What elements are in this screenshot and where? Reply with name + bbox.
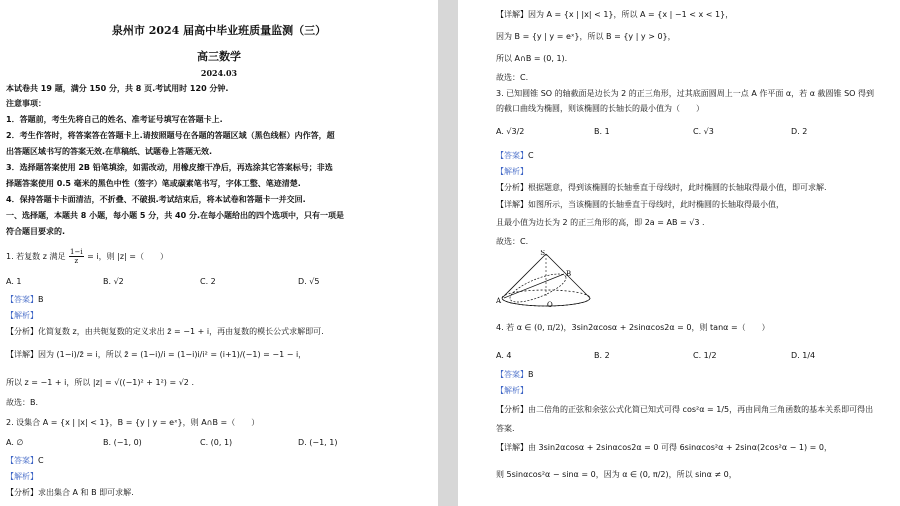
q2-option-b: B. (−1, 0): [103, 438, 142, 447]
q1-conclusion: 故选：B.: [6, 398, 39, 407]
q4-answer: [496, 370, 534, 380]
q3-analysis-tag: 【解析】: [496, 167, 528, 176]
label-a: A: [496, 297, 502, 305]
q3-conclusion: 故选：C.: [496, 237, 529, 246]
q4-fenxi-line1: 由二倍角的正弦和余弦公式化简已知式可得 cos²α = 1/5，再由同角三角函数的基本关系即可得出: [528, 405, 874, 414]
exam-intro: 本试卷共 19 题，满分 150 分，共 8 页.考试用时 120 分钟.: [6, 84, 229, 93]
q1-option-d: D. √5: [298, 277, 320, 286]
q1-option-b: B. √2: [103, 277, 124, 286]
q1-answer: [6, 295, 44, 305]
notice-2-cont: 出答题区域书写的答案无效.在草稿纸、试题卷上答题无效.: [6, 147, 213, 156]
q2-option-a: A. ∅: [6, 438, 24, 447]
notice-2: 2．考生作答时，将答案答在答题卡上.请按照题号在各题的答题区域（黑色线框）内作答，超: [6, 131, 335, 140]
q4-fenxi-line2: 答案.: [496, 424, 515, 433]
q4-detail-tag: 【详解】: [496, 443, 528, 452]
q3-option-b: B. 1: [594, 127, 610, 136]
q2-fenxi-text: 求出集合 A 和 B 即可求解.: [38, 488, 134, 497]
q2-fenxi-tag: 【分析】: [6, 488, 38, 497]
exam-title: 泉州市 2024 届高中毕业班质量监测（三）: [111, 24, 327, 37]
q3-stem-line2: 的截口曲线为椭圆，则该椭圆的长轴长的最小值为（ ）: [496, 104, 704, 113]
q3-answer: [496, 151, 534, 161]
q2-detail-line2: 因为 B = {y | y = eˣ}，所以 B = {y | y > 0}，: [496, 32, 676, 41]
exam-subtitle: 高三数学: [197, 50, 241, 63]
q4-fenxi: [496, 405, 873, 415]
major-axis-ab: [504, 274, 564, 298]
q4-detail-line1: 由 3sin2αcosα + 2sinαcos2α = 0 可得 6sinαcos²α + 2sinα(2cos²α − 1) = 0，: [528, 443, 833, 452]
exam-date: 2024.03: [200, 68, 238, 78]
q3-option-d: D. 2: [791, 127, 808, 136]
q3-answer-value: C: [528, 151, 534, 160]
q2-answer-value: C: [38, 456, 44, 465]
notice-3-cont: 择题答案使用 0.5 毫米的黑色中性（签字）笔或碳素笔书写，字体工整、笔迹清楚.: [6, 179, 301, 188]
q2-conclusion: 故选：C.: [496, 73, 529, 82]
q2-answer: [6, 456, 44, 466]
q3-fenxi: [496, 183, 827, 193]
q2-detail: [496, 10, 733, 20]
q4-option-b: B. 2: [594, 351, 610, 360]
q3-stem-line1: 3. 已知圆锥 SO 的轴截面是边长为 2 的正三角形，过其底面圆周上一点 A 作平面 α，若 α 截圆锥 SO 得到: [496, 89, 875, 98]
q1-stem: [6, 246, 168, 268]
section-heading: 一、选择题，本题共 8 小题，每小题 5 分，共 40 分.在每小题给出的四个选项中，只有一项是: [6, 211, 345, 220]
q1-option-c: C. 2: [200, 277, 216, 286]
left-page: [0, 0, 438, 506]
q1-detail-tag: 【详解】: [6, 350, 38, 359]
q4-stem-pre: 4. 若 α ∈: [496, 323, 532, 332]
q2-detail-tag: 【详解】: [496, 10, 528, 19]
q2-answer-tag: 【答案】: [6, 456, 38, 465]
q3-fenxi-text: 根据题意，得到该椭圆的长轴垂直于母线时，此时椭圆的长轴取得最小值，即可求解.: [528, 183, 827, 192]
q4-detail-line2: 则 5sinαcos²α − sinα = 0，因为 α ∈ (0, π/2)，所以 sinα ≠ 0，: [496, 470, 737, 479]
q1-fraction: [69, 248, 84, 265]
notice-4: 4．保持答题卡卡面清洁，不折叠、不破损.考试结束后，将本试卷和答题卡一并交回.: [6, 195, 306, 204]
q1-detail-line2: 所以 z = −1 + i，所以 |z| = √((−1)² + 1²) = √2 .: [6, 378, 194, 387]
q4-fenxi-tag: 【分析】: [496, 405, 528, 414]
q2-analysis-tag: 【解析】: [6, 472, 38, 481]
q1-fenxi: [6, 327, 324, 337]
label-s: S: [540, 250, 545, 257]
q1-frac-num: 1−i: [70, 248, 83, 256]
q4-detail: [496, 443, 832, 453]
label-b: B: [566, 270, 572, 278]
q3-detail-line1: 如图所示，当该椭圆的长轴垂直于母线时，此时椭圆的长轴取得最小值，: [528, 200, 784, 209]
section-heading-cont: 符合题目要求的.: [6, 227, 66, 236]
notice-3: 3．选择题答案使用 2B 铅笔填涂，如需改动，用橡皮擦干净后，再选涂其它答案标号；非选: [6, 163, 333, 172]
right-page: [458, 0, 900, 506]
q4-answer-tag: 【答案】: [496, 370, 528, 379]
q3-detail: [496, 200, 784, 210]
ellipse-section: [507, 268, 572, 307]
q1-detail-line1: 因为 (1−i)/z̄ = i，所以 z̄ = (1−i)/i = (1−i)i/i² = (i+1)/(−1) = −1 − i，: [38, 350, 307, 359]
q3-fenxi-tag: 【分析】: [496, 183, 528, 192]
cone-generatrix-left: [502, 254, 546, 298]
q1-detail: [6, 350, 306, 360]
q1-fenxi-tag: 【分析】: [6, 327, 38, 336]
q4-interval: (0, π/2): [534, 323, 564, 332]
q1-analysis-tag: 【解析】: [6, 311, 38, 320]
q4-option-a: A. 4: [496, 351, 512, 360]
q1-frac-den: z: [74, 257, 79, 265]
q1-option-a: A. 1: [6, 277, 22, 286]
q3-answer-tag: 【答案】: [496, 151, 528, 160]
q4-option-c: C. 1/2: [693, 351, 717, 360]
q4-answer-value: B: [528, 370, 534, 379]
q3-detail-line2: 且最小值为边长为 2 的正三角形的高，即 2a = AB = √3 .: [496, 218, 705, 227]
notice-1: 1．答题前，考生先将自己的姓名、准考证号填写在答题卡上.: [6, 115, 223, 124]
q3-option-a: A. √3/2: [496, 127, 525, 136]
q2-option-c: C. (0, 1): [200, 438, 233, 447]
q3-option-c: C. √3: [693, 127, 714, 136]
q1-stem-post: = i，则 |z| =（ ）: [87, 252, 168, 261]
q1-answer-tag: 【答案】: [6, 295, 38, 304]
q2-detail-line1: 因为 A = {x | |x| < 1}，所以 A = {x | −1 < x < 1}，: [528, 10, 734, 19]
notice-heading: 注意事项：: [6, 99, 46, 108]
q2-stem: 2. 设集合 A = {x | |x| < 1}，B = {y | y = eˣ}，则 A∩B =（ ）: [6, 418, 260, 427]
q1-stem-pre: 1. 若复数 z 满足: [6, 252, 66, 261]
cone-figure: [496, 250, 606, 312]
q2-detail-line3: 所以 A∩B = (0, 1).: [496, 54, 568, 63]
label-o: O: [547, 301, 553, 309]
q3-detail-tag: 【详解】: [496, 200, 528, 209]
q4-analysis-tag: 【解析】: [496, 386, 528, 395]
q4-stem: [496, 323, 770, 333]
q4-option-d: D. 1/4: [791, 351, 816, 360]
q1-answer-value: B: [38, 295, 44, 304]
q2-fenxi: [6, 488, 134, 498]
q4-stem-post: ，3sin2αcosα + 2sinαcos2α = 0，则 tanα =（ ）: [563, 323, 770, 332]
q1-fenxi-text: 化简复数 z，由共轭复数的定义求出 z̄ = −1 + i，再由复数的模长公式求解即可.: [38, 327, 324, 336]
q2-option-d: D. (−1, 1): [298, 438, 338, 447]
